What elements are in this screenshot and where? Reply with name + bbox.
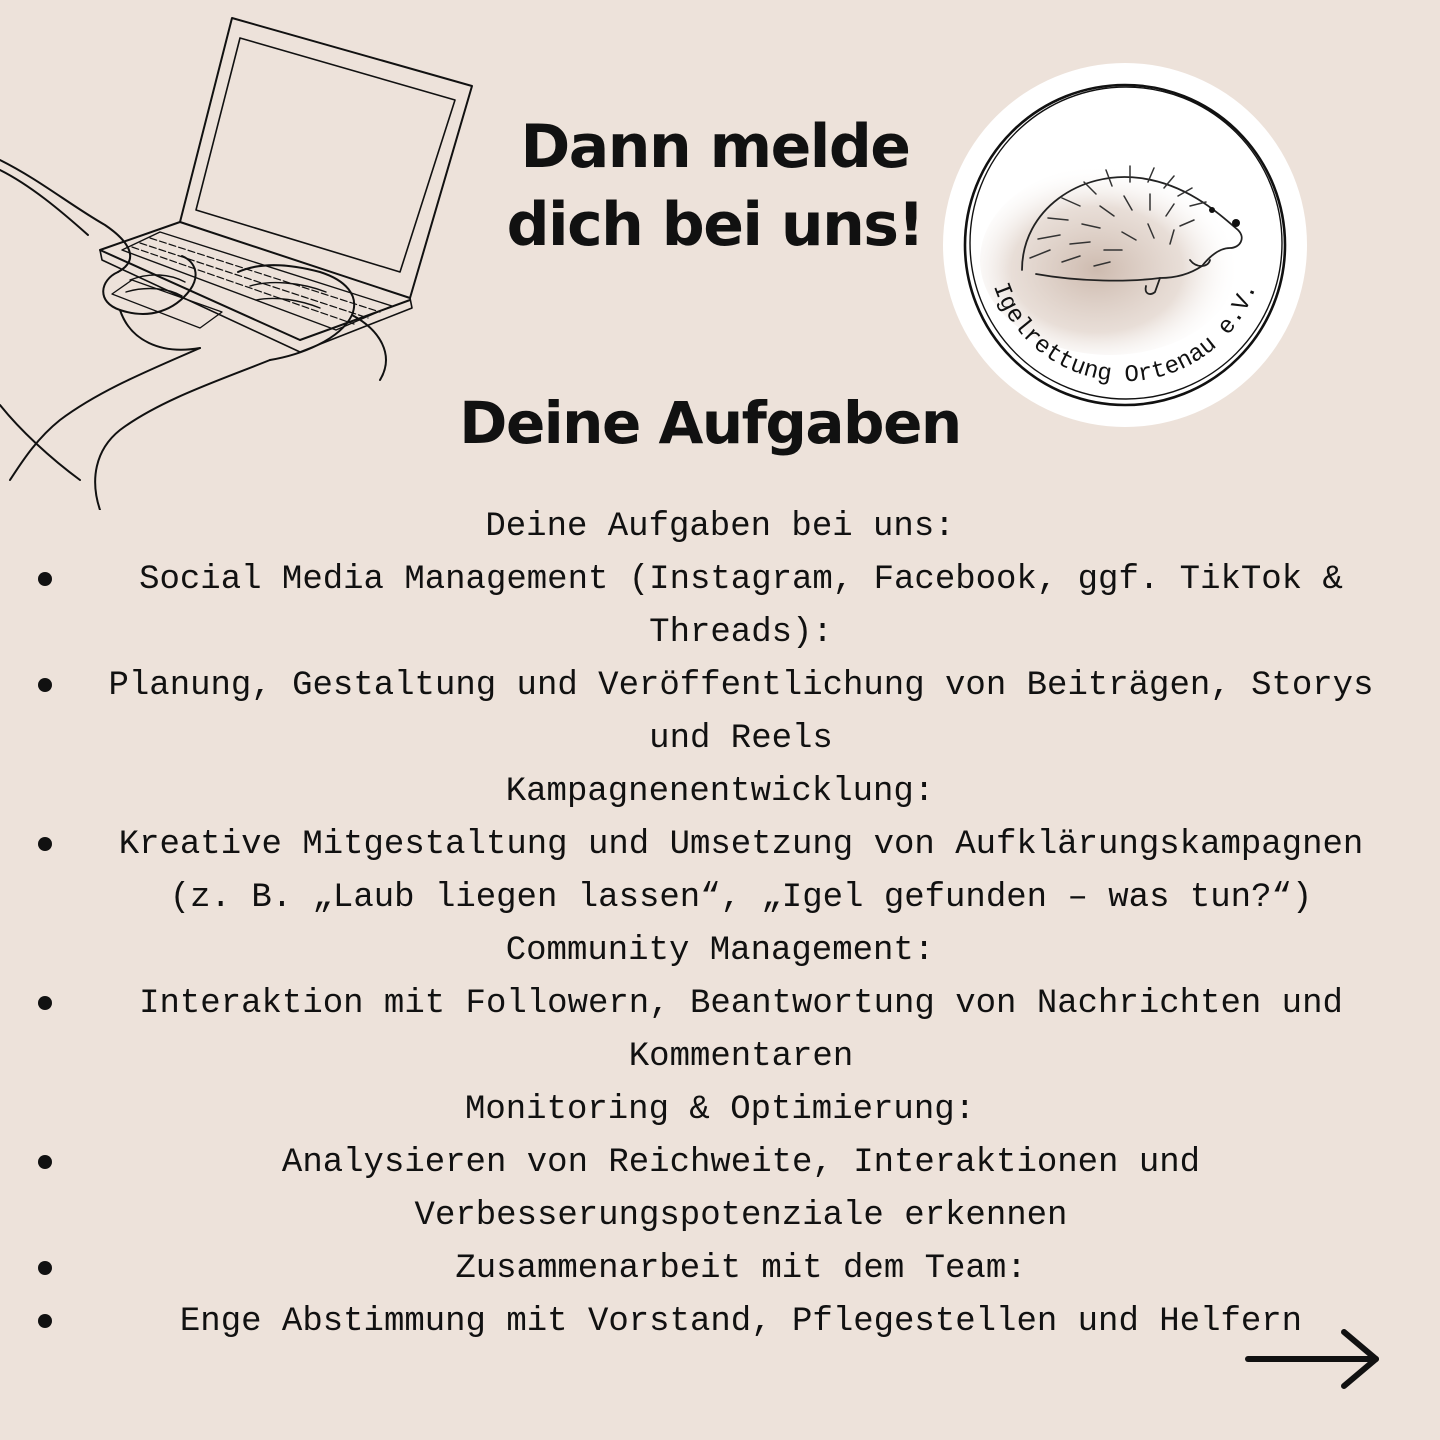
- bullet-icon: [38, 572, 52, 586]
- subheading: Community Management:: [505, 932, 935, 970]
- list-item: [0, 1137, 1440, 1243]
- laptop-typing-illustration-icon: [0, 10, 490, 510]
- bullet-icon: [38, 1314, 52, 1328]
- list-item-text: Zusammenarbeit mit dem Team:: [455, 1250, 1027, 1288]
- headline: [470, 108, 960, 264]
- hedgehog-logo-icon: [940, 60, 1310, 430]
- list-item: [0, 554, 1440, 660]
- list-item: [0, 978, 1440, 1084]
- logo-text: Igelrettung Ortenau e.V.: [986, 279, 1264, 390]
- list-item-text: Analysieren von Reichweite, Interaktionen und Verbesserungspotenziale erkennen: [281, 1144, 1201, 1235]
- subheading: Kampagnenentwicklung:: [505, 773, 935, 811]
- bullet-icon: [38, 837, 52, 851]
- task-list: [0, 501, 1440, 1349]
- list-item: [0, 1243, 1440, 1296]
- list-item: [0, 1296, 1440, 1349]
- intro-line: Deine Aufgaben bei uns:: [485, 508, 955, 546]
- bullet-icon: [38, 1261, 52, 1275]
- list-item-text: Interaktion mit Followern, Beantwortung von Nachrichten und Kommentaren: [139, 985, 1343, 1076]
- list-item: [0, 660, 1440, 766]
- arrow-right-icon[interactable]: [1240, 1324, 1385, 1394]
- list-item-text: Enge Abstimmung mit Vorstand, Pflegestellen und Helfern: [179, 1303, 1303, 1341]
- subheading: Monitoring & Optimierung:: [464, 1091, 976, 1129]
- list-item-text: Planung, Gestaltung und Veröffentlichung von Beiträgen, Storys und Reels: [108, 667, 1374, 758]
- section-title: Deine Aufgaben: [459, 389, 961, 457]
- list-item: [0, 819, 1440, 925]
- list-item-text: Social Media Management (Instagram, Facebook, ggf. TikTok & Threads):: [139, 561, 1343, 652]
- headline-line-2: dich bei uns!: [506, 190, 924, 260]
- headline-line-1: Dann melde: [520, 112, 910, 182]
- bullet-icon: [38, 996, 52, 1010]
- bullet-icon: [38, 678, 52, 692]
- bullet-icon: [38, 1155, 52, 1169]
- list-item-text: Kreative Mitgestaltung und Umsetzung von Aufklärungskampagnen (z. B. „Laub liegen lassen“, „Igel gefunden – was tun?“): [118, 826, 1364, 917]
